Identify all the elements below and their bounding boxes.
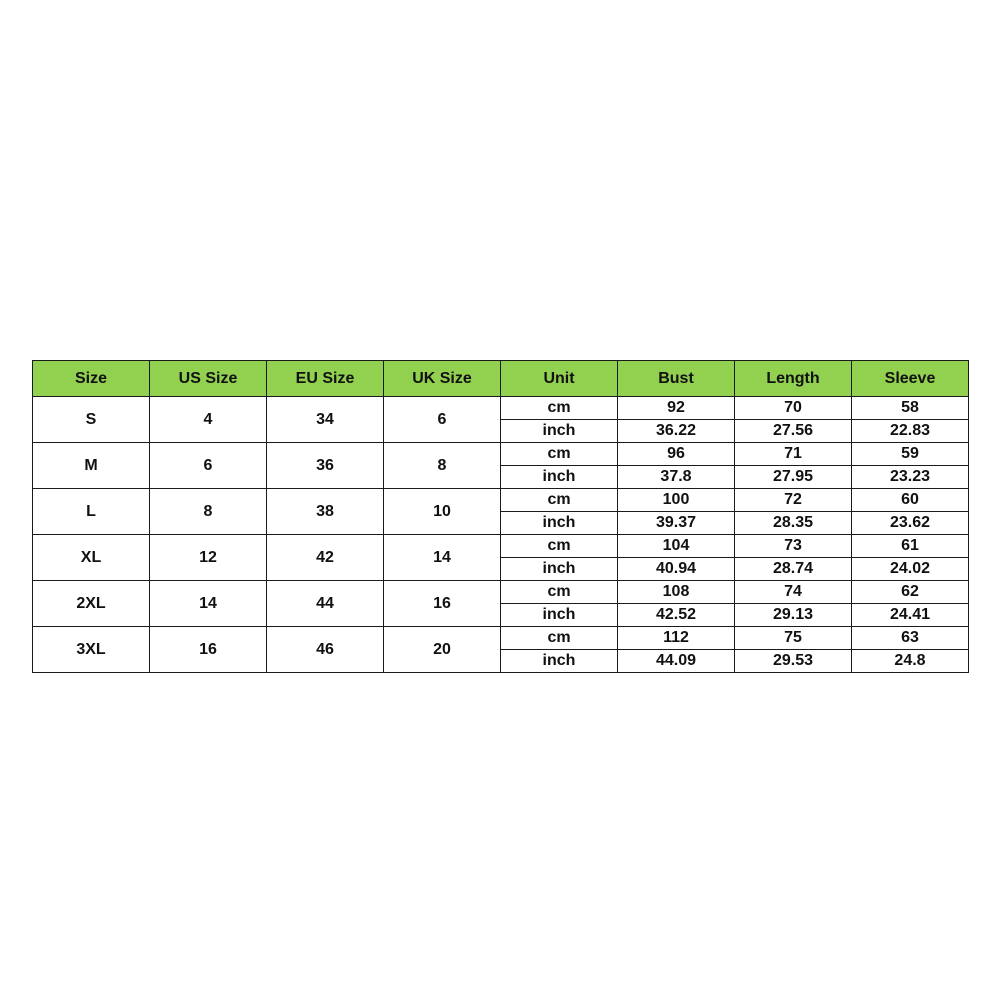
sleeve-cell: 23.23: [852, 466, 969, 489]
length-cell: 75: [735, 627, 852, 650]
us-size-cell: 14: [150, 581, 267, 627]
size-cell: XL: [33, 535, 150, 581]
bust-cell: 112: [618, 627, 735, 650]
header-cell: US Size: [150, 361, 267, 397]
sleeve-cell: 24.02: [852, 558, 969, 581]
length-cell: 27.95: [735, 466, 852, 489]
length-cell: 70: [735, 397, 852, 420]
header-cell: Sleeve: [852, 361, 969, 397]
header-row: [33, 361, 969, 397]
table-body: [33, 397, 969, 673]
unit-cell: inch: [501, 512, 618, 535]
unit-cell: cm: [501, 397, 618, 420]
bust-cell: 39.37: [618, 512, 735, 535]
bust-cell: 108: [618, 581, 735, 604]
uk-size-cell: 20: [384, 627, 501, 673]
bust-cell: 42.52: [618, 604, 735, 627]
bust-cell: 100: [618, 489, 735, 512]
size-cell: S: [33, 397, 150, 443]
eu-size-cell: 36: [267, 443, 384, 489]
eu-size-cell: 38: [267, 489, 384, 535]
header-cell: EU Size: [267, 361, 384, 397]
bust-cell: 37.8: [618, 466, 735, 489]
unit-cell: inch: [501, 420, 618, 443]
uk-size-cell: 8: [384, 443, 501, 489]
length-cell: 27.56: [735, 420, 852, 443]
sleeve-cell: 60: [852, 489, 969, 512]
eu-size-cell: 44: [267, 581, 384, 627]
length-cell: 72: [735, 489, 852, 512]
size-cell: M: [33, 443, 150, 489]
size-cell: 3XL: [33, 627, 150, 673]
length-cell: 29.13: [735, 604, 852, 627]
unit-cell: cm: [501, 627, 618, 650]
unit-cell: cm: [501, 535, 618, 558]
eu-size-cell: 46: [267, 627, 384, 673]
uk-size-cell: 14: [384, 535, 501, 581]
table-row: [33, 535, 969, 558]
table-row: [33, 397, 969, 420]
table-row: [33, 627, 969, 650]
us-size-cell: 16: [150, 627, 267, 673]
unit-cell: cm: [501, 443, 618, 466]
sleeve-cell: 59: [852, 443, 969, 466]
sleeve-cell: 61: [852, 535, 969, 558]
sleeve-cell: 58: [852, 397, 969, 420]
uk-size-cell: 6: [384, 397, 501, 443]
uk-size-cell: 16: [384, 581, 501, 627]
table-row: [33, 489, 969, 512]
length-cell: 28.35: [735, 512, 852, 535]
length-cell: 71: [735, 443, 852, 466]
header-cell: Size: [33, 361, 150, 397]
sleeve-cell: 23.62: [852, 512, 969, 535]
length-cell: 28.74: [735, 558, 852, 581]
sleeve-cell: 63: [852, 627, 969, 650]
header-cell: Bust: [618, 361, 735, 397]
unit-cell: inch: [501, 558, 618, 581]
length-cell: 73: [735, 535, 852, 558]
uk-size-cell: 10: [384, 489, 501, 535]
unit-cell: cm: [501, 581, 618, 604]
bust-cell: 104: [618, 535, 735, 558]
us-size-cell: 6: [150, 443, 267, 489]
sleeve-cell: 22.83: [852, 420, 969, 443]
sleeve-cell: 24.41: [852, 604, 969, 627]
bust-cell: 36.22: [618, 420, 735, 443]
eu-size-cell: 34: [267, 397, 384, 443]
bust-cell: 40.94: [618, 558, 735, 581]
size-cell: 2XL: [33, 581, 150, 627]
length-cell: 29.53: [735, 650, 852, 673]
unit-cell: inch: [501, 466, 618, 489]
us-size-cell: 12: [150, 535, 267, 581]
header-cell: Unit: [501, 361, 618, 397]
unit-cell: inch: [501, 604, 618, 627]
sleeve-cell: 24.8: [852, 650, 969, 673]
us-size-cell: 8: [150, 489, 267, 535]
bust-cell: 44.09: [618, 650, 735, 673]
header-cell: Length: [735, 361, 852, 397]
eu-size-cell: 42: [267, 535, 384, 581]
unit-cell: cm: [501, 489, 618, 512]
bust-cell: 92: [618, 397, 735, 420]
size-chart-table: [32, 360, 969, 673]
bust-cell: 96: [618, 443, 735, 466]
us-size-cell: 4: [150, 397, 267, 443]
table-row: [33, 443, 969, 466]
unit-cell: inch: [501, 650, 618, 673]
size-cell: L: [33, 489, 150, 535]
header-cell: UK Size: [384, 361, 501, 397]
length-cell: 74: [735, 581, 852, 604]
table-row: [33, 581, 969, 604]
sleeve-cell: 62: [852, 581, 969, 604]
